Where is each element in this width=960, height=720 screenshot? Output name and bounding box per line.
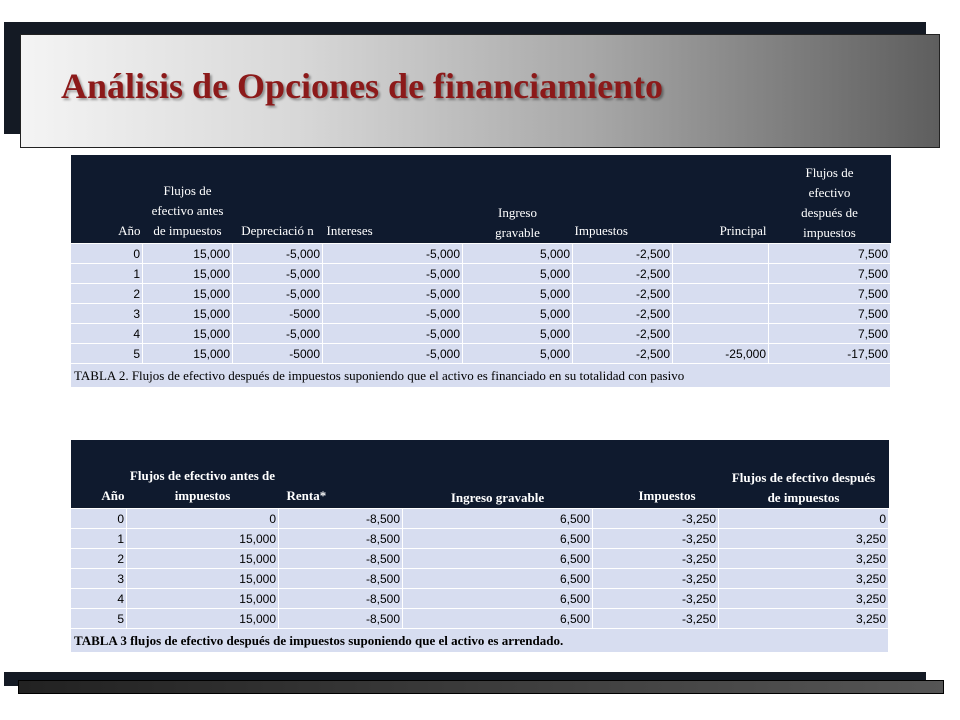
cell-year: 2 xyxy=(71,284,143,304)
cell-taxes: -2,500 xyxy=(573,344,673,364)
cell-pretax: 15,000 xyxy=(143,304,233,324)
table-row xyxy=(71,589,889,609)
cell-taxes: -3,250 xyxy=(593,509,719,529)
cell-taxes: -2,500 xyxy=(573,244,673,264)
table-row xyxy=(71,324,891,344)
col-header-taxable-income: Ingreso gravable xyxy=(463,155,573,244)
title-banner xyxy=(20,34,940,148)
cell-pretax: 0 xyxy=(127,509,279,529)
cell-aftertax: 3,250 xyxy=(719,589,889,609)
cell-taxes: -3,250 xyxy=(593,569,719,589)
cell-rent: -8,500 xyxy=(279,569,403,589)
slide-title: Análisis de Opciones de financiamiento xyxy=(61,66,664,106)
cell-principal xyxy=(673,264,769,284)
table-row xyxy=(71,529,889,549)
col-header-pretax-cashflow: Flujos de efectivo antes de impuestos xyxy=(143,155,233,244)
cell-pretax: 15,000 xyxy=(143,344,233,364)
cell-taxes: -3,250 xyxy=(593,549,719,569)
cell-taxes: -3,250 xyxy=(593,589,719,609)
table-leased-asset xyxy=(70,440,889,653)
cell-year: 3 xyxy=(71,304,143,324)
cell-depreciation: -5,000 xyxy=(233,284,323,304)
col-header-aftertax-cashflow: Flujos de efectivo después de impuestos xyxy=(719,440,889,509)
cell-depreciation: -5,000 xyxy=(233,244,323,264)
cell-taxes: -2,500 xyxy=(573,304,673,324)
cell-aftertax: 0 xyxy=(719,509,889,529)
cell-pretax: 15,000 xyxy=(127,609,279,629)
cell-aftertax: 3,250 xyxy=(719,549,889,569)
col-header-taxable-income: Ingreso gravable xyxy=(403,440,593,509)
cell-principal xyxy=(673,244,769,264)
cell-interest: -5,000 xyxy=(323,244,463,264)
col-header-principal: Principal xyxy=(673,155,769,244)
cell-year: 2 xyxy=(71,549,127,569)
table-row xyxy=(71,609,889,629)
cell-year: 0 xyxy=(71,509,127,529)
cell-depreciation: -5,000 xyxy=(233,264,323,284)
cell-aftertax: -17,500 xyxy=(769,344,891,364)
cell-taxable: 6,500 xyxy=(403,569,593,589)
table-caption: TABLA 2. Flujos de efectivo después de impuestos suponiendo que el activo es financiado en su totalidad con pasivo xyxy=(71,364,891,388)
table-row xyxy=(71,304,891,324)
cell-rent: -8,500 xyxy=(279,509,403,529)
cell-aftertax: 7,500 xyxy=(769,244,891,264)
col-header-taxes: Impuestos xyxy=(573,155,673,244)
table-header-row xyxy=(71,440,889,509)
cell-year: 5 xyxy=(71,609,127,629)
cell-depreciation: -5000 xyxy=(233,344,323,364)
cell-pretax: 15,000 xyxy=(143,284,233,304)
cell-taxes: -3,250 xyxy=(593,609,719,629)
cell-year: 5 xyxy=(71,344,143,364)
cell-taxable: 5,000 xyxy=(463,264,573,284)
table-row xyxy=(71,264,891,284)
cell-year: 4 xyxy=(71,589,127,609)
cell-principal xyxy=(673,324,769,344)
cell-aftertax: 3,250 xyxy=(719,609,889,629)
cell-interest: -5,000 xyxy=(323,344,463,364)
col-header-year: Año xyxy=(71,440,127,509)
cell-taxable: 5,000 xyxy=(463,324,573,344)
cell-aftertax: 7,500 xyxy=(769,264,891,284)
cell-rent: -8,500 xyxy=(279,549,403,569)
cell-pretax: 15,000 xyxy=(143,264,233,284)
cell-taxes: -3,250 xyxy=(593,529,719,549)
cell-year: 4 xyxy=(71,324,143,344)
table-caption-row xyxy=(71,364,891,388)
table-row xyxy=(71,284,891,304)
cell-aftertax: 7,500 xyxy=(769,304,891,324)
table-row xyxy=(71,549,889,569)
table-row xyxy=(71,344,891,364)
table-row xyxy=(71,244,891,264)
col-header-aftertax-cashflow: Flujos de efectivo después de impuestos xyxy=(769,155,891,244)
footer-bar xyxy=(18,680,944,694)
cell-taxable: 6,500 xyxy=(403,509,593,529)
cell-taxable: 6,500 xyxy=(403,589,593,609)
cell-taxable: 6,500 xyxy=(403,609,593,629)
table-caption: TABLA 3 flujos de efectivo después de impuestos suponiendo que el activo es arrendado. xyxy=(71,629,889,653)
col-header-interest: Intereses xyxy=(323,155,463,244)
cell-principal xyxy=(673,284,769,304)
cell-pretax: 15,000 xyxy=(127,569,279,589)
table-header-row xyxy=(71,155,891,244)
cell-aftertax: 7,500 xyxy=(769,324,891,344)
cell-interest: -5,000 xyxy=(323,324,463,344)
cell-interest: -5,000 xyxy=(323,284,463,304)
cell-aftertax: 3,250 xyxy=(719,529,889,549)
col-header-rent: Renta* xyxy=(279,440,403,509)
col-header-pretax-cashflow: Flujos de efectivo antes de impuestos xyxy=(127,440,279,509)
cell-interest: -5,000 xyxy=(323,304,463,324)
cell-taxable: 5,000 xyxy=(463,344,573,364)
cell-year: 3 xyxy=(71,569,127,589)
cell-taxes: -2,500 xyxy=(573,324,673,344)
cell-rent: -8,500 xyxy=(279,589,403,609)
cell-aftertax: 7,500 xyxy=(769,284,891,304)
cell-depreciation: -5000 xyxy=(233,304,323,324)
cell-interest: -5,000 xyxy=(323,264,463,284)
cell-depreciation: -5,000 xyxy=(233,324,323,344)
cell-pretax: 15,000 xyxy=(143,324,233,344)
col-header-depreciation: Depreciació n xyxy=(233,155,323,244)
cell-year: 1 xyxy=(71,529,127,549)
cell-taxable: 6,500 xyxy=(403,549,593,569)
table-financed-by-debt xyxy=(70,155,891,388)
cell-year: 0 xyxy=(71,244,143,264)
cell-taxable: 6,500 xyxy=(403,529,593,549)
cell-pretax: 15,000 xyxy=(127,589,279,609)
cell-taxable: 5,000 xyxy=(463,304,573,324)
col-header-year: Año xyxy=(71,155,143,244)
cell-pretax: 15,000 xyxy=(127,529,279,549)
cell-taxable: 5,000 xyxy=(463,284,573,304)
col-header-taxes: Impuestos xyxy=(593,440,719,509)
cell-taxes: -2,500 xyxy=(573,264,673,284)
cell-taxable: 5,000 xyxy=(463,244,573,264)
cell-year: 1 xyxy=(71,264,143,284)
cell-rent: -8,500 xyxy=(279,609,403,629)
cell-taxes: -2,500 xyxy=(573,284,673,304)
cell-aftertax: 3,250 xyxy=(719,569,889,589)
cell-principal: -25,000 xyxy=(673,344,769,364)
cell-pretax: 15,000 xyxy=(143,244,233,264)
cell-principal xyxy=(673,304,769,324)
cell-pretax: 15,000 xyxy=(127,549,279,569)
table-row xyxy=(71,569,889,589)
cell-rent: -8,500 xyxy=(279,529,403,549)
table-caption-row xyxy=(71,629,889,653)
table-row xyxy=(71,509,889,529)
